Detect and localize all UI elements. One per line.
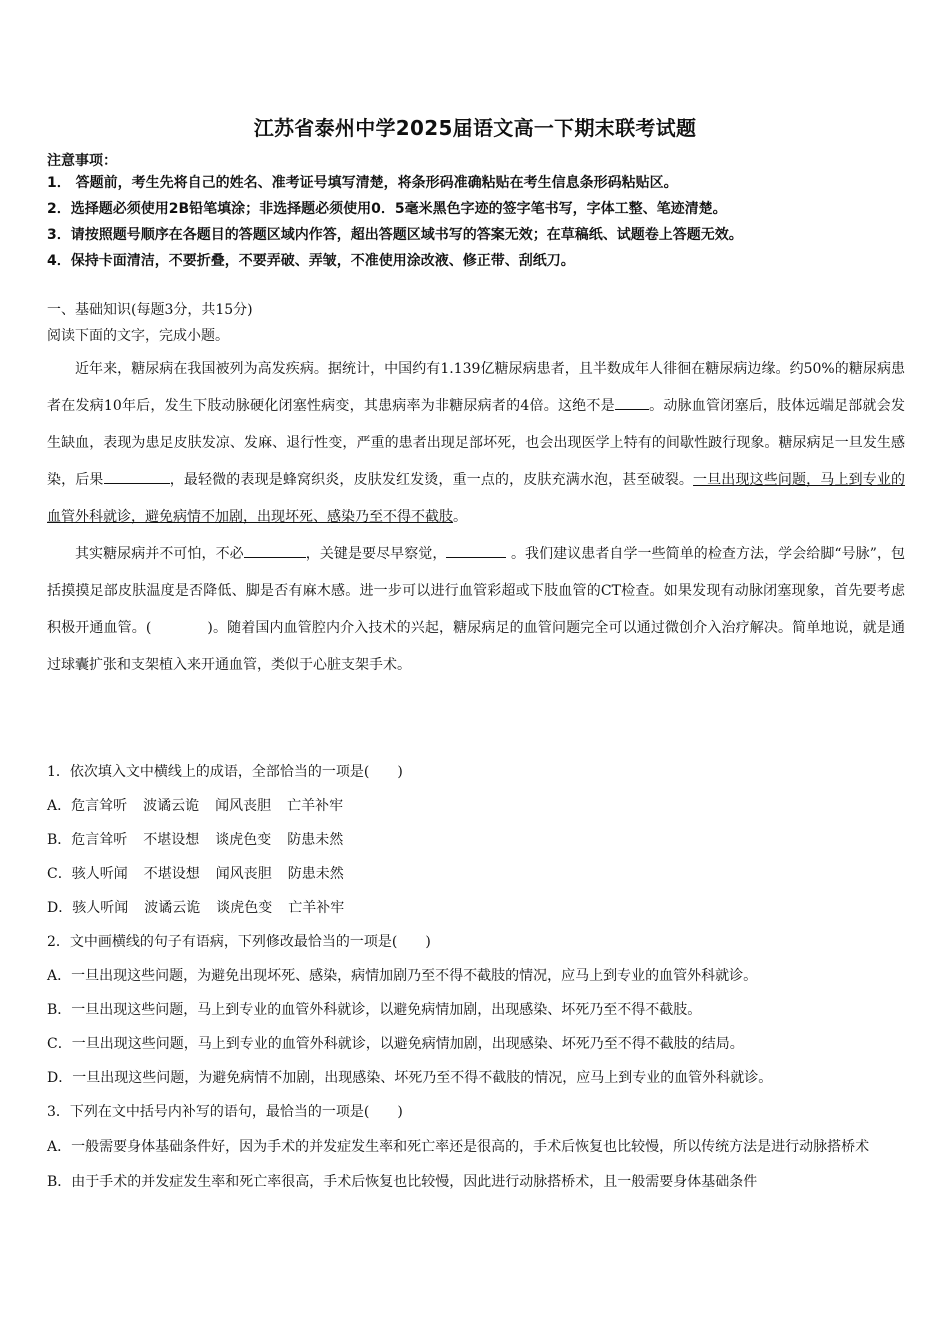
- q1-option-d: D．骇人听闻 波谲云诡 谈虎色变 亡羊补牢: [47, 900, 345, 916]
- q2-option-a: A．一旦出现这些问题，为避免出现坏死、感染，病情加剧乃至不得不截肢的情况，应马上到专业的血管外科就诊。: [47, 968, 758, 984]
- q3-option-b: B．由于手术的并发症发生率和死亡率很高，手术后恢复也比较慢，因此进行动脉搭桥术，且一般需要身体基础条件: [47, 1174, 758, 1190]
- q2-option-c: C．一旦出现这些问题，马上到专业的血管外科就诊，以避免病情加剧，出现感染、坏死乃至不得不截肢的结局。: [47, 1036, 744, 1052]
- passage-text: ，最轻微的表现是蜂窝织炎，皮肤发红发烫，重一点的，皮肤充满水泡，甚至破裂。: [169, 472, 694, 488]
- q1-option-b: B．危言耸听 不堪设想 谈虎色变 防患未然: [47, 832, 344, 848]
- blank-line: [615, 395, 649, 410]
- underlined-sentence: 一旦出现这些问题，马上到专业的血管外科就诊，避免病情不加剧，出现坏死、感染乃至不得不截肢: [47, 472, 906, 525]
- notice-item: 2．选择题必须使用2B铅笔填涂；非选择题必须使用0．5毫米黑色字迹的签字笔书写，字体工整、笔迹清楚。: [47, 201, 727, 217]
- passage-text: 。动脉血管闭塞后，肢体远端足部就会发生缺血，表现为患足皮肤发凉、发麻、退行性变，严重的患者出现足部坏死，也会出现医学上特有的间歇性跛行现象。糖尿病足一旦发生感染，后果: [47, 398, 905, 488]
- blank-line: [104, 469, 170, 484]
- section-heading: 一、基础知识(每题3分，共15分): [47, 302, 253, 318]
- passage-text: ，关键是要尽早察觉，: [305, 546, 447, 562]
- q1-option-c: C．骇人听闻 不堪设想 闻风丧胆 防患未然: [47, 866, 344, 882]
- passage-text: 。我们建议患者自学一些简单的检查方法，学会给脚“号脉”，包括摸摸足部皮肤温度是否降低、脚是否有麻木感。进一步可以进行血管彩超或下肢血管的CT检查。如果发现有动脉闭塞现象，首先要考虑积极开通血管。(: [47, 546, 906, 636]
- notice-block: [47, 152, 917, 274]
- q3-option-a: A．一般需要身体基础条件好，因为手术的并发症发生率和死亡率还是很高的，手术后恢复也比较慢，所以传统方法是进行动脉搭桥术: [47, 1139, 870, 1155]
- passage-paragraph-2: [47, 536, 905, 684]
- question-3: 3．下列在文中括号内补写的语句，最恰当的一项是( ): [47, 1104, 403, 1120]
- question-1: 1．依次填入文中横线上的成语，全部恰当的一项是( ): [47, 764, 403, 780]
- passage-text: 近年来，糖尿病在我国被列为高发疾病。据统计，中国约有1.139亿糖尿病患者，且半数成年人徘徊在糖尿病边缘。约50%的糖尿病患者在发病10年后，发生下肢动脉硬化闭塞性病变，其患病率为非糖尿病者的4倍。这绝不是: [47, 361, 905, 414]
- q2-option-b: B．一旦出现这些问题，马上到专业的血管外科就诊，以避免病情加剧，出现感染、坏死乃至不得不截肢。: [47, 1002, 702, 1018]
- passage-paragraph-1: [47, 351, 905, 536]
- notice-heading: 注意事项：: [47, 153, 117, 169]
- q1-option-a: A．危言耸听 波谲云诡 闻风丧胆 亡羊补牢: [47, 798, 344, 814]
- reading-passage: [47, 351, 905, 684]
- exam-title: 江苏省泰州中学2025届语文高一下期末联考试题: [253, 116, 697, 140]
- notice-item: 3．请按照题号顺序在各题目的答题区域内作答，超出答题区域书写的答案无效；在草稿纸、试题卷上答题无效。: [47, 227, 743, 243]
- blank-line: [446, 543, 506, 558]
- passage-text: 其实糖尿病并不可怕，不必: [75, 546, 244, 562]
- q2-option-d: D．一旦出现这些问题，为避免病情不加剧，出现感染、坏死乃至不得不截肢的情况，应马上到专业的血管外科就诊。: [47, 1070, 773, 1086]
- reading-instruction: 阅读下面的文字，完成小题。: [47, 328, 229, 344]
- questions-block: [47, 755, 907, 1199]
- question-2: 2．文中画横线的句子有语病，下列修改最恰当的一项是( ): [47, 934, 431, 950]
- passage-text: 。: [453, 509, 467, 525]
- notice-item: 4．保持卡面清洁，不要折叠，不要弄破、弄皱，不准使用涂改液、修正带、刮纸刀。: [47, 253, 575, 269]
- notice-item: 1． 答题前，考生先将自己的姓名、准考证号填写清楚，将条形码准确粘贴在考生信息条形码粘贴区。: [47, 175, 678, 191]
- blank-line: [244, 543, 306, 558]
- passage-text: )。随着国内血管腔内介入技术的兴起，糖尿病足的血管问题完全可以通过微创介入治疗解决。简单地说，就是通过球囊扩张和支架植入来开通血管，类似于心脏支架手术。: [47, 620, 905, 673]
